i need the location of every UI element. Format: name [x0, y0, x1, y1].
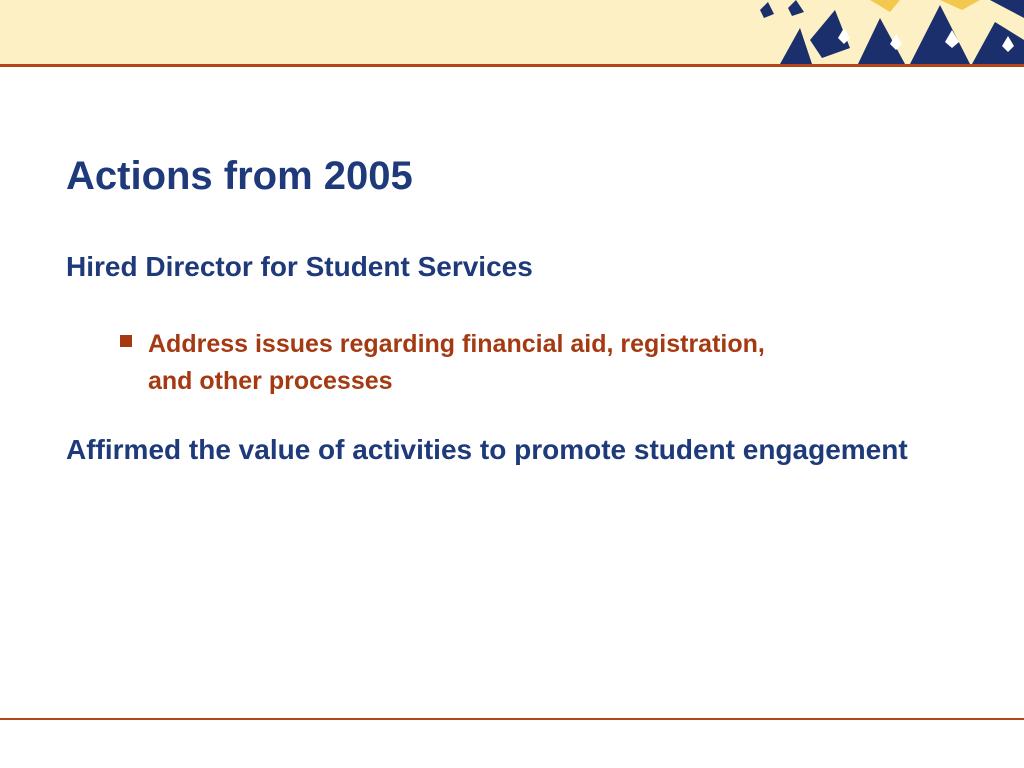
slide-title: Actions from 2005 — [66, 154, 413, 198]
bullet-item: Affirmed the value of activities to promote student engagement — [66, 434, 908, 465]
footer-rule — [0, 718, 1024, 720]
header-rule — [0, 64, 1024, 67]
sub-bullet-item: Address issues regarding financial aid, registration, and other processes — [148, 330, 765, 395]
stars-decoration-icon — [740, 0, 1024, 64]
square-bullet-icon — [120, 335, 132, 347]
bullet-item: Hired Director for Student Services — [66, 251, 533, 282]
